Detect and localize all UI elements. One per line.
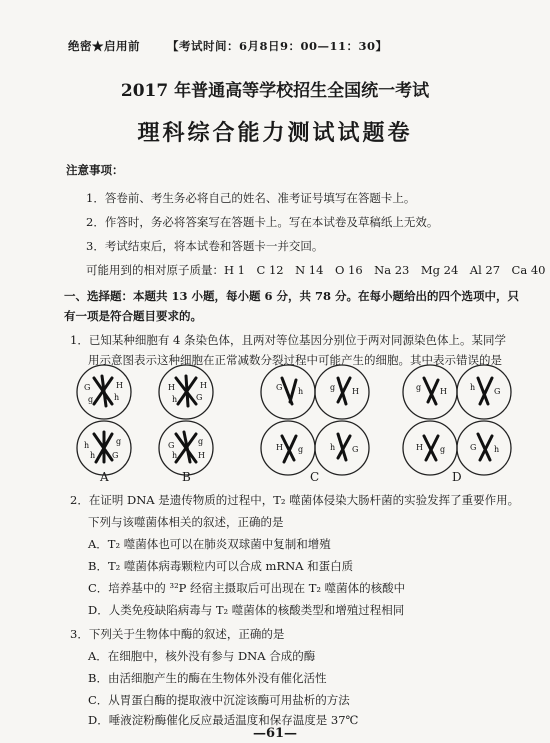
svg-text:h: h <box>330 443 336 452</box>
svg-text:g: g <box>198 437 204 446</box>
option-label-b: B <box>182 470 191 484</box>
svg-text:g: g <box>116 437 122 446</box>
svg-text:h: h <box>172 395 178 404</box>
svg-text:h: h <box>90 451 96 460</box>
section-heading-line2: 有一项是符合题目要求的。 <box>64 309 202 323</box>
svg-text:g: g <box>416 383 422 392</box>
svg-text:H: H <box>416 443 423 452</box>
q3-option-d: D．唾液淀粉酶催化反应最适温度和保存温度是 37℃ <box>88 713 359 727</box>
atomic-masses: 可能用到的相对原子质量：H 1 C 12 N 14 O 16 Na 23 Mg 24 Al 27 Ca 40 <box>86 263 546 277</box>
note-item: 3．考试结束后，将本试卷和答题卡一并交回。 <box>86 239 324 253</box>
svg-text:H: H <box>276 443 283 452</box>
svg-text:G: G <box>470 443 477 452</box>
svg-text:h: h <box>84 441 90 450</box>
note-item: 2．作答时，务必将答案写在答题卡上。写在本试卷及草稿纸上无效。 <box>86 215 439 229</box>
svg-text:H: H <box>440 387 447 396</box>
svg-text:h: h <box>172 451 178 460</box>
q2-stem-line2: 下列与该噬菌体相关的叙述，正确的是 <box>88 515 284 529</box>
q2-option-c: C．培养基中的 ³²P 经宿主摄取后可出现在 T₂ 噬菌体的核酸中 <box>88 581 406 595</box>
svg-text:g: g <box>88 395 94 404</box>
q3-option-b: B．由活细胞产生的酶在生物体外没有催化活性 <box>88 671 327 685</box>
svg-text:H: H <box>352 387 359 396</box>
svg-text:g: g <box>440 445 446 454</box>
q2-option-d: D．人类免疫缺陷病毒与 T₂ 噬菌体的核酸类型和增殖过程相同 <box>88 603 405 617</box>
svg-text:h: h <box>298 387 304 396</box>
exam-header <box>68 38 388 54</box>
svg-text:G: G <box>84 383 91 392</box>
option-label-a: A <box>100 470 109 484</box>
svg-text:H: H <box>168 383 175 392</box>
cell-figure <box>0 364 550 484</box>
svg-text:g: g <box>298 445 304 454</box>
svg-text:G: G <box>494 387 501 396</box>
option-label-d: D <box>452 470 462 484</box>
paper-subtitle: 理科综合能力测试试题卷 <box>137 121 413 146</box>
svg-text:G: G <box>112 451 119 460</box>
section-heading-line1: 一、选择题：本题共 13 小题，每小题 6 分，共 78 分。在每小题给出的四个选项中，只 <box>64 289 520 303</box>
q2-option-b: B．T₂ 噬菌体病毒颗粒内可以合成 mRNA 和蛋白质 <box>88 559 354 573</box>
note-item: 1．答卷前、考生务必将自己的姓名、准考证号填写在答题卡上。 <box>86 191 416 205</box>
exam-time: 【考试时间：6月8日9：00—11：30】 <box>167 39 388 53</box>
svg-text:G: G <box>352 445 359 454</box>
svg-text:h: h <box>114 393 120 402</box>
q2-option-a: A．T₂ 噬菌体也可以在肺炎双球菌中复制和增殖 <box>88 537 331 551</box>
q3-stem: 3．下列关于生物体中酶的叙述，正确的是 <box>70 627 285 641</box>
svg-text:h: h <box>470 383 476 392</box>
q1-stem-line2: 用示意图表示这种细胞在正常减数分裂过程中可能产生的细胞。其中表示错误的是 <box>88 353 502 367</box>
svg-text:H: H <box>198 451 205 460</box>
svg-text:H: H <box>200 381 207 390</box>
q3-option-a: A．在细胞中，核外没有参与 DNA 合成的酶 <box>88 649 316 663</box>
page-number: —61— <box>252 726 298 741</box>
q2-stem-line1: 2．在证明 DNA 是遗传物质的过程中，T₂ 噬菌体侵染大肠杆菌的实验发挥了重要作用。 <box>70 493 520 507</box>
notes-heading: 注意事项： <box>66 163 124 177</box>
svg-text:g: g <box>330 383 336 392</box>
q1-stem-line1: 1．已知某种细胞有 4 条染色体，且两对等位基因分别位于两对同源染色体上。某同学 <box>70 333 506 347</box>
secret-label: 绝密★启用前 <box>68 39 140 53</box>
svg-text:h: h <box>494 445 500 454</box>
svg-text:G: G <box>168 441 175 450</box>
exam-title: 2017 年普通高等学校招生全国统一考试 <box>120 81 430 101</box>
option-label-c: C <box>310 470 320 484</box>
svg-text:G: G <box>276 383 283 392</box>
q3-option-c: C．从胃蛋白酶的提取液中沉淀该酶可用盐析的方法 <box>88 693 350 707</box>
svg-text:H: H <box>116 381 123 390</box>
svg-text:G: G <box>196 393 203 402</box>
